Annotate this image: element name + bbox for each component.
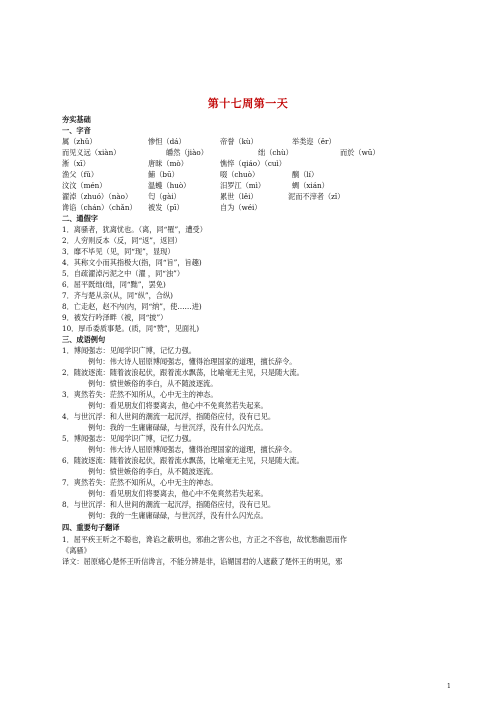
translation-source: 1．屈平疾王听之不聪也，谗谄之蔽明也，邪曲之害公也，方正之不容也，故忧愁幽思而作 xyxy=(62,535,347,544)
pron-cell: 自为（wéi） xyxy=(220,203,262,212)
loanword-item: 6．屈平既绌(绌，同“黜”，罢免) xyxy=(62,280,166,289)
pron-cell: 温蠖（huò） xyxy=(148,181,191,190)
pron-cell: 餔（bū） xyxy=(148,170,179,179)
pron-cell: 属（zhǔ） xyxy=(62,137,97,146)
loanword-item: 3．靡不毕见（见，同“现”，显现） xyxy=(62,247,175,256)
pron-cell: 帝誉（kù） xyxy=(220,137,258,146)
pron-cell: 泥而不滓者（zǐ） xyxy=(288,192,345,201)
pron-cell: 唐昧（mò） xyxy=(148,159,188,168)
pron-cell: 啜（chuò） xyxy=(220,170,260,179)
loanword-item: 4．其称文小而其指极大(指，同“旨”，旨趣) xyxy=(62,258,202,267)
idiom-term: 1．博闻强志：见闻学识广博，记忆力强。 xyxy=(62,346,196,355)
loanword-item: 9．被发行吟泽畔（被，同“披”） xyxy=(62,313,168,322)
page-title: 第十七周第一天 xyxy=(207,97,289,110)
loanword-heading: 二、通假字 xyxy=(62,214,98,223)
idiom-term: 4．与世沉浮：和人世间的潮流一起沉浮，指随俗应付，没有已见。 xyxy=(62,412,276,421)
pron-cell: 濯淖（zhuó）（nào） xyxy=(62,192,133,201)
idiom-term: 7．爽然若失：茫然不知所从，心中无主的神态。 xyxy=(62,478,218,487)
idiom-term: 2．随波逐流：随着波浪起伏，跟着流水飘荡，比喻毫无主见，只是随大流。 xyxy=(62,368,304,377)
idiom-term: 6．随波逐流：随着波浪起伏，跟着流水飘荡，比喻毫无主见，只是随大流。 xyxy=(62,456,304,465)
loanword-item: 10．厚币委质事楚。(质，同“赞”，见面礼) xyxy=(62,324,200,333)
loanword-item: 8．亡走赵，赵不内(内，同“纳”，使……进) xyxy=(62,302,202,311)
idiom-term: 8．与世沉浮：和人世间的潮流一起沉浮，指随俗应付，没有已见。 xyxy=(62,500,276,509)
idiom-example: 例句：愤世嫉俗的李白，从不随波逐流。 xyxy=(88,467,218,476)
section-main-heading: 夯实基础 xyxy=(62,115,91,124)
idiom-term: 3．爽然若失：茫然不知所从，心中无主的神态。 xyxy=(62,390,218,399)
loanword-item: 7．齐与楚从亲(从，同“纵”，合纵) xyxy=(62,291,173,300)
loanword-item: 1．离骚者，犹离忧也。（离，同“罹”，遭受） xyxy=(62,225,207,234)
idiom-example: 例句：伟大诗人屈原博闻强志，懂得治理国家的道理，擅长辞令。 xyxy=(88,357,297,366)
pron-cell: 举类迩（ěr） xyxy=(292,137,336,146)
pron-cell: 憔悴（qiáo）（cuì） xyxy=(220,159,286,168)
pron-cell: 醨（lí） xyxy=(292,170,319,179)
translation-heading: 四、重要句子翻译 xyxy=(62,523,120,532)
idiom-example: 例句：看见朋友们将要离去，他心中不免爽然若失起来。 xyxy=(88,489,268,498)
loanword-item: 2．人穷则反本（反，同“返”，返回） xyxy=(62,236,182,245)
pron-cell: 惨怛（dá） xyxy=(148,137,186,146)
idiom-example: 例句：愤世嫉俗的李白，从不随波逐流。 xyxy=(88,379,218,388)
pron-cell: 皭然（jiào） xyxy=(166,148,208,157)
pron-cell: 而於（wū） xyxy=(340,148,380,157)
idiom-term: 5．博闻强志：见闻学识广博，记忆力强。 xyxy=(62,434,196,443)
pron-cell: 谗谄（chán）（chǎn） xyxy=(62,203,137,212)
idiom-example: 例句：伟大诗人屈原博闻强志，懂得治理国家的道理，擅长辞令。 xyxy=(88,445,297,454)
idiom-heading: 三、成语例句 xyxy=(62,335,106,344)
pron-cell: 绌（chù） xyxy=(258,148,293,157)
translation-source-cont: 《离骚》 xyxy=(62,546,91,555)
pron-cell: 汶汶（mén） xyxy=(62,181,107,190)
pron-cell: 蜩（xián） xyxy=(292,181,329,190)
pron-cell: 淅（xī） xyxy=(62,159,90,168)
loanword-item: 5．自疏濯淖污泥之中（濯 ，同“浊”） xyxy=(62,269,185,278)
pron-cell: 累世（lěi） xyxy=(220,192,258,201)
idiom-example: 例句：我的一生庸庸碌碌，与世沉浮，没有什么闪光点。 xyxy=(88,511,268,520)
pron-cell: 汨罗江（mì） xyxy=(220,181,266,190)
translation-text: 译文：屈原痛心楚怀王听信谗言，不能分辨是非，谄媚国君的人遮蔽了楚怀王的明见，邪 xyxy=(62,557,343,566)
page-number: 1 xyxy=(447,683,451,690)
idiom-example: 例句：看见朋友们将要离去，他心中不免爽然若失起来。 xyxy=(88,401,268,410)
pron-cell: 匄（gài） xyxy=(148,192,181,201)
pron-cell: 而见义远（xiàn） xyxy=(62,148,121,157)
pronunciation-heading: 一、字音 xyxy=(62,126,91,135)
idiom-example: 例句：我的一生庸庸碌碌，与世沉浮，没有什么闪光点。 xyxy=(88,423,268,432)
pron-cell: 渔父（fǔ） xyxy=(62,170,99,179)
pron-cell: 被发（pī） xyxy=(148,203,184,212)
